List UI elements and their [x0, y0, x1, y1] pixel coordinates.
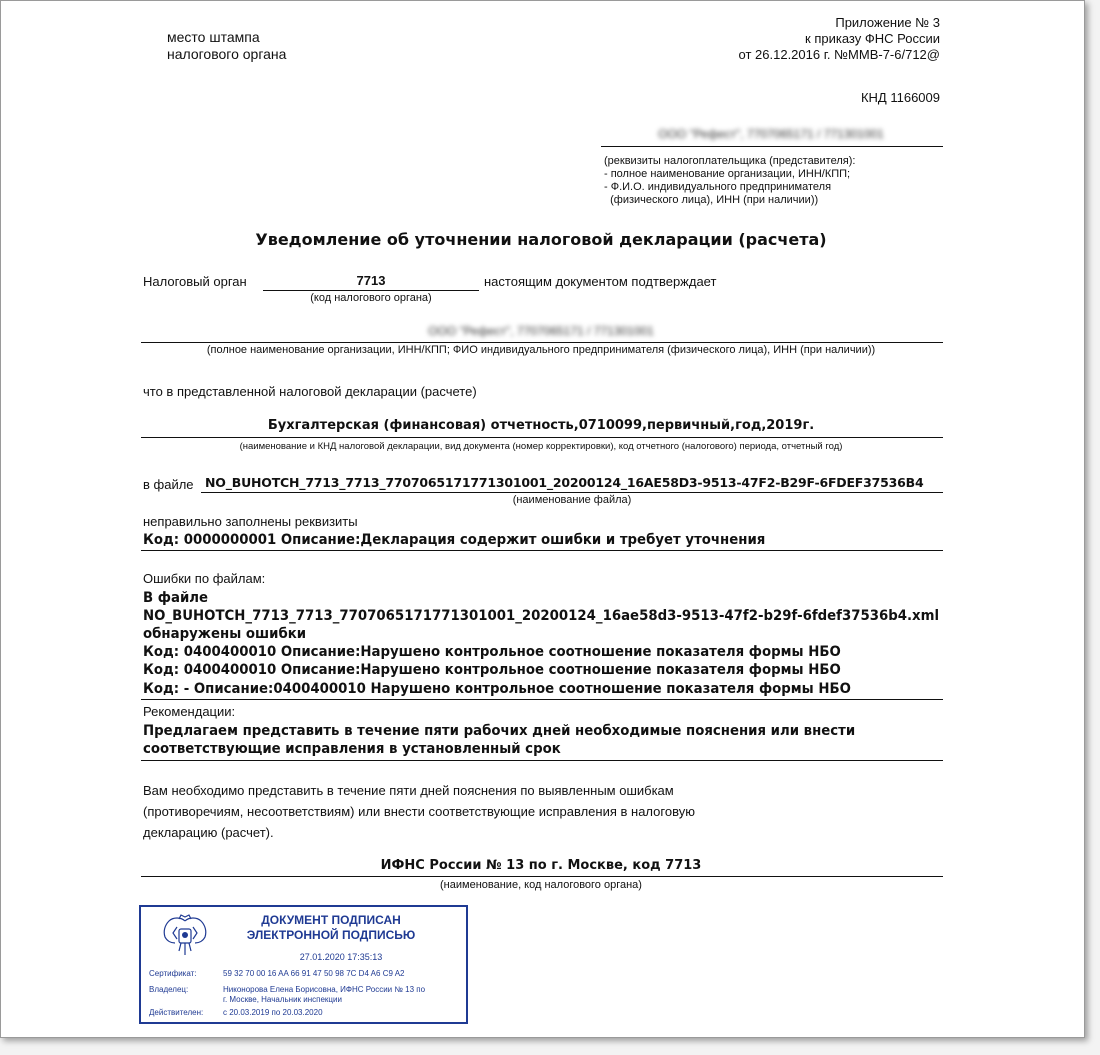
ifns-line — [141, 876, 943, 877]
notice-line-3: декларацию (расчет). — [143, 825, 274, 840]
document-title: Уведомление об уточнении налоговой декларации (расчета) — [255, 230, 827, 249]
stamp-datetime: 27.01.2020 17:35:13 — [299, 952, 383, 962]
notice-line-1: Вам необходимо представить в течение пяти дней пояснения по выявленным ошибкам — [143, 783, 674, 798]
stamp-title-line-2: ЭЛЕКТРОННОЙ ПОДПИСЬЮ — [246, 928, 416, 942]
errors-in-file: В файле — [143, 590, 209, 606]
declaration-line — [141, 437, 943, 438]
error-line-2: Код: 0400400010 Описание:Нарушено контрольное соотношение показателя формы НБО — [143, 662, 841, 678]
stamp-place-line-2: налогового органа — [167, 46, 287, 62]
e-signature-stamp — [139, 905, 468, 1024]
stamp-owner-line-2: г. Москве, Начальник инспекции — [223, 995, 342, 1004]
taxpayer-line — [601, 146, 943, 147]
recommendation-line-1: Предлагаем представить в течение пяти рабочих дней необходимые пояснения или внести — [143, 723, 856, 739]
stamp-owner-line-1: Никонорова Елена Борисовна, ИФНС России № 13 по — [223, 985, 426, 994]
stamp-place-line-1: место штампа — [167, 29, 260, 45]
requisites-code-line: Код: 0000000001 Описание:Декларация содержит ошибки и требует уточнения — [143, 532, 766, 548]
coat-of-arms-icon — [159, 913, 211, 959]
errors-found: обнаружены ошибки — [143, 626, 307, 642]
taxpayer-caption-line-2: - полное наименование организации, ИНН/КПП; — [604, 168, 851, 180]
tax-authority-code-line — [263, 290, 479, 291]
appendix-block — [640, 15, 940, 63]
tax-authority-label: Налоговый орган — [143, 274, 247, 289]
stamp-title — [231, 913, 431, 943]
recommendation-line-2: соответствующие исправления в установленный срок — [143, 741, 561, 757]
recommendations-label: Рекомендации: — [143, 704, 236, 719]
org-caption: (полное наименование организации, ИНН/КПП; ФИО индивидуального предпринимателя (физического лица), ИНН (при наличии)) — [206, 344, 876, 356]
appendix-line-1: Приложение № 3 — [835, 15, 940, 30]
stamp-owner-label: Владелец: — [149, 985, 189, 994]
notice-text — [143, 780, 695, 843]
stamp-valid-label: Действителен: — [149, 1008, 204, 1017]
confirm-text: настоящим документом подтверждает — [484, 274, 717, 289]
stamp-valid-value: с 20.03.2019 по 20.03.2020 — [223, 1008, 323, 1017]
errors-label: Ошибки по файлам: — [143, 571, 266, 586]
tax-authority-code-caption: (код налогового органа) — [310, 292, 432, 304]
taxpayer-caption-line-3: - Ф.И.О. индивидуального предпринимателя — [604, 181, 832, 193]
file-label: в файле — [143, 477, 194, 492]
stamp-place-label — [167, 29, 286, 63]
appendix-line-3: от 26.12.2016 г. №ММВ-7-6/712@ — [738, 47, 940, 62]
file-caption: (наименование файла) — [512, 494, 632, 506]
taxpayer-requisites-blurred: ООО "Рефест", 7707065171 / 771301001 — [658, 127, 884, 141]
taxpayer-caption-line-1: (реквизиты налогоплательщика (представителя): — [604, 155, 856, 167]
file-name: NO_BUHOTCH_7713_7713_7707065171771301001_20200124_16AE58D3-9513-47F2-B29F-6FDEF37536B4 — [205, 475, 924, 490]
errors-file-name: NO_BUHOTCH_7713_7713_7707065171771301001_20200124_16ae58d3-9513-47f2-b29f-6fdef37536b4.xml — [143, 608, 940, 624]
stamp-cert-label: Сертификат: — [149, 969, 197, 978]
errors-line — [141, 699, 943, 700]
requisites-line — [141, 550, 943, 551]
declaration-name: Бухгалтерская (финансовая) отчетность,0710099,первичный,год,2019г. — [267, 418, 815, 433]
taxpayer-caption-line-4: (физического лица), ИНН (при наличии)) — [604, 194, 819, 206]
error-line-3: Код: - Описание:0400400010 Нарушено контрольное соотношение показателя формы НБО — [143, 681, 851, 697]
tax-authority-code: 7713 — [356, 273, 386, 288]
org-requisites-blurred: ООО "Рефест", 7707065171 / 771301001 — [428, 324, 654, 338]
stamp-cert-value: 59 32 70 00 16 AA 66 91 47 50 98 7C D4 A6 C9 A2 — [223, 969, 405, 978]
recommendations-line — [141, 760, 943, 761]
declaration-caption: (наименование и КНД налоговой декларации, вид документа (номер корректировки), код отчетного (налогового) периода, отчетный год) — [239, 441, 843, 452]
declaration-intro: что в представленной налоговой декларации (расчете) — [143, 384, 477, 399]
org-line — [141, 342, 943, 343]
notice-line-2: (противоречиям, несоответствиям) или внести соответствующие исправления в налоговую — [143, 804, 695, 819]
error-line-1: Код: 0400400010 Описание:Нарушено контрольное соотношение показателя формы НБО — [143, 644, 841, 660]
ifns-name: ИФНС России № 13 по г. Москве, код 7713 — [380, 858, 702, 873]
appendix-line-2: к приказу ФНС России — [805, 31, 940, 46]
file-line — [201, 492, 943, 493]
stamp-owner-value — [223, 985, 463, 1005]
ifns-caption: (наименование, код налогового органа) — [440, 879, 642, 891]
stamp-title-line-1: ДОКУМЕНТ ПОДПИСАН — [261, 913, 401, 927]
requisites-intro: неправильно заполнены реквизиты — [143, 514, 358, 529]
knd-code: КНД 1166009 — [860, 90, 940, 105]
taxpayer-caption — [604, 155, 944, 207]
